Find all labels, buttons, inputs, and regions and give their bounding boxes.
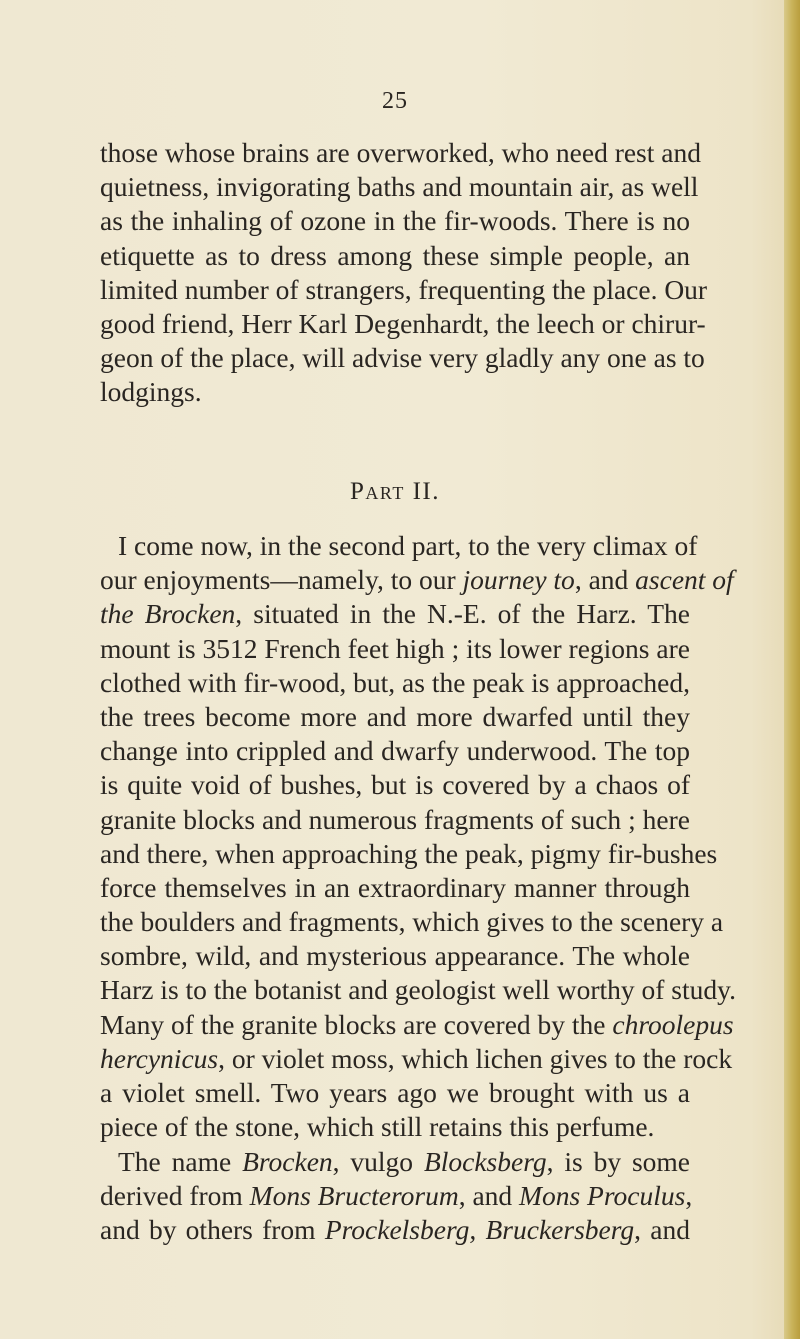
text-line: etiquette as to dress among these simple people, an bbox=[100, 239, 690, 271]
text-line: force themselves in an extraordinary manner through bbox=[100, 871, 690, 903]
text-line: granite blocks and numerous fragments of such ; here bbox=[100, 803, 690, 835]
text-line bbox=[100, 1145, 690, 1179]
italic-run: ascent of bbox=[635, 564, 734, 596]
italic-run: chroolepus bbox=[612, 1008, 734, 1040]
italic-run: hercynicus bbox=[100, 1042, 219, 1074]
text-line: good friend, Herr Karl Degenhardt, the leech or chirur- bbox=[100, 307, 706, 339]
text-run: , vulgo bbox=[332, 1146, 424, 1177]
italic-run: the Brocken bbox=[100, 598, 236, 630]
page-edge bbox=[784, 0, 800, 1339]
text-run: and by others from bbox=[100, 1214, 325, 1246]
text-run: Many of the granite blocks are covered by the bbox=[100, 1008, 613, 1040]
text-line: is quite void of bushes, but is covered by a chaos of bbox=[100, 769, 690, 801]
paragraph-intro bbox=[100, 136, 708, 410]
text-run: , situated in the N.-E. of the Harz. The bbox=[235, 598, 690, 630]
paragraph-name-origin bbox=[100, 1145, 693, 1248]
text-line: as the inhaling of ozone in the fir-woods. There is no bbox=[100, 205, 690, 237]
text-line: lodgings. bbox=[100, 376, 202, 408]
text-line: sombre, wild, and mysterious appearance. The whole bbox=[100, 940, 690, 972]
page-number: 25 bbox=[382, 88, 408, 114]
text-line: piece of the stone, which still retains this perfume. bbox=[100, 1111, 655, 1143]
text-run: , and bbox=[458, 1180, 520, 1212]
section-heading: Part II. bbox=[350, 478, 440, 505]
text-line bbox=[100, 1008, 734, 1042]
text-line: mount is 3512 French feet high ; its lower regions are bbox=[100, 632, 690, 664]
text-line: the boulders and fragments, which gives to the scenery a bbox=[100, 906, 724, 938]
text-line bbox=[100, 597, 690, 631]
text-run: , bbox=[685, 1180, 693, 1212]
italic-run: Mons Proculus bbox=[519, 1180, 686, 1212]
text-line: change into crippled and dwarfy underwood. The top bbox=[100, 735, 690, 767]
text-line: the trees become more and more dwarfed until they bbox=[100, 700, 690, 732]
text-line bbox=[100, 1213, 690, 1247]
paragraph-brocken bbox=[100, 529, 736, 1144]
italic-run: Mons Bructerorum bbox=[249, 1180, 459, 1212]
text-run: our enjoyments—namely, to our bbox=[100, 564, 463, 596]
text-run: derived from bbox=[100, 1180, 250, 1212]
italic-run: Blocksberg bbox=[423, 1146, 547, 1177]
text-line: those whose brains are overworked, who need rest and bbox=[100, 137, 701, 168]
text-line: limited number of strangers, frequenting the place. Our bbox=[100, 273, 708, 305]
text-line: Harz is to the botanist and geologist well worthy of study. bbox=[100, 974, 736, 1006]
text-line bbox=[100, 563, 734, 597]
text-line: a violet smell. Two years ago we brought with us a bbox=[100, 1077, 690, 1108]
italic-run: Prockelsberg, Bruckersberg bbox=[324, 1214, 635, 1246]
italic-run: Brocken bbox=[242, 1146, 333, 1177]
text-run: , and bbox=[574, 564, 636, 596]
text-line: geon of the place, will advise very gladly any one as to bbox=[100, 342, 705, 374]
text-line bbox=[100, 1179, 693, 1213]
text-line: clothed with fir-wood, but, as the peak is approached, bbox=[100, 666, 690, 698]
text-line: quietness, invigorating baths and mountain air, as well bbox=[100, 171, 699, 203]
text-line: and there, when approaching the peak, pigmy fir-bushes bbox=[100, 837, 718, 869]
text-line: I come now, in the second part, to the very climax of bbox=[118, 530, 698, 561]
text-line bbox=[100, 1042, 733, 1076]
text-run: The name bbox=[118, 1146, 243, 1177]
text-run: , is by some bbox=[546, 1146, 691, 1177]
text-run: , or violet moss, which lichen gives to the rock bbox=[218, 1042, 733, 1074]
text-run: , and bbox=[634, 1214, 690, 1246]
italic-run: journey to bbox=[462, 564, 575, 596]
